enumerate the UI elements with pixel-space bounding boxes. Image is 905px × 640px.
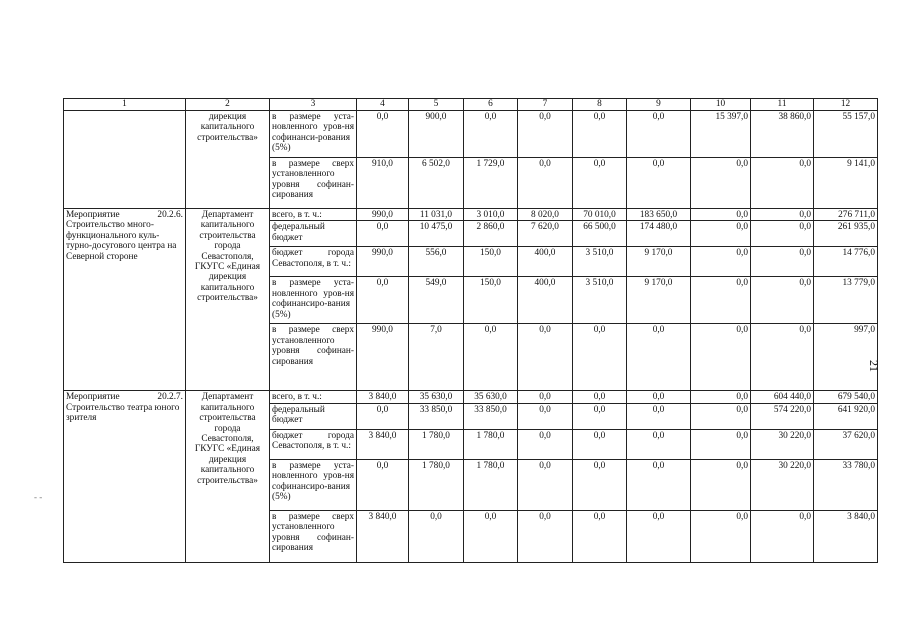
block-a [64, 209, 878, 391]
value-cell: 0,0 [573, 158, 627, 209]
value-cell: 3 840,0 [357, 391, 409, 403]
value-cell: 0,0 [518, 391, 573, 403]
funding-source-cell: бюджет города Севастополя, в т. ч.: [270, 247, 357, 277]
measure-name-cell [64, 111, 186, 209]
column-header: 6 [464, 99, 518, 111]
value-cell: 1 729,0 [464, 158, 518, 209]
margin-mark: - - [34, 492, 43, 502]
value-cell: 35 630,0 [464, 391, 518, 403]
value-cell: 0,0 [751, 158, 814, 209]
value-cell: 990,0 [357, 324, 409, 391]
column-header: 9 [627, 99, 691, 111]
measure-title: Строительство много-функционального куль-турно-досугового центра на Северной стороне [66, 220, 177, 262]
value-cell: 400,0 [518, 277, 573, 324]
value-cell: 2 860,0 [464, 221, 518, 247]
table-row [64, 111, 878, 158]
value-cell: 0,0 [573, 111, 627, 158]
column-header: 1 [64, 99, 186, 111]
table-row [64, 391, 878, 403]
value-cell: 174 480,0 [627, 221, 691, 247]
measure-name-cell [64, 209, 186, 391]
value-cell: 55 157,0 [814, 111, 878, 158]
value-cell: 3 840,0 [357, 510, 409, 562]
page-number: 21 [867, 360, 881, 372]
value-cell: 0,0 [691, 221, 751, 247]
value-cell: 0,0 [691, 391, 751, 403]
value-cell: 0,0 [751, 277, 814, 324]
value-cell: 0,0 [573, 391, 627, 403]
column-header: 4 [357, 99, 409, 111]
value-cell: 38 860,0 [751, 111, 814, 158]
value-cell: 0,0 [518, 324, 573, 391]
value-cell: 3 510,0 [573, 277, 627, 324]
column-header: 11 [751, 99, 814, 111]
value-cell: 0,0 [627, 429, 691, 459]
value-cell: 0,0 [518, 459, 573, 510]
funding-source-cell: в размере уста-новленного уров-ня софинансиро-вания (5%) [270, 459, 357, 510]
value-cell: 6 502,0 [409, 158, 464, 209]
value-cell: 66 500,0 [573, 221, 627, 247]
value-cell: 1 780,0 [464, 459, 518, 510]
value-cell: 0,0 [573, 510, 627, 562]
value-cell: 1 780,0 [409, 429, 464, 459]
value-cell: 0,0 [691, 277, 751, 324]
value-cell: 641 920,0 [814, 403, 878, 429]
measure-number: Мероприятие 20.2.7. [66, 392, 183, 403]
value-cell: 33 850,0 [409, 403, 464, 429]
value-cell: 150,0 [464, 277, 518, 324]
value-cell: 0,0 [751, 221, 814, 247]
column-header: 3 [270, 99, 357, 111]
value-cell: 15 397,0 [691, 111, 751, 158]
value-cell: 13 779,0 [814, 277, 878, 324]
column-header: 2 [186, 99, 270, 111]
value-cell: 3 840,0 [357, 429, 409, 459]
value-cell: 0,0 [751, 209, 814, 221]
value-cell: 604 440,0 [751, 391, 814, 403]
funding-source-cell: всего, в т. ч.: [270, 391, 357, 403]
value-cell: 990,0 [357, 247, 409, 277]
value-cell: 261 935,0 [814, 221, 878, 247]
executor-cell: дирекция капитального строительства» [186, 111, 270, 209]
measure-number: Мероприятие 20.2.6. [66, 210, 183, 220]
value-cell: 0,0 [518, 510, 573, 562]
value-cell: 0,0 [751, 324, 814, 391]
value-cell: 0,0 [518, 403, 573, 429]
measure-name-cell [64, 391, 186, 562]
value-cell: 0,0 [357, 221, 409, 247]
value-cell: 0,0 [464, 111, 518, 158]
value-cell: 400,0 [518, 247, 573, 277]
value-cell: 183 650,0 [627, 209, 691, 221]
value-cell: 8 020,0 [518, 209, 573, 221]
value-cell: 0,0 [691, 158, 751, 209]
funding-source-cell: всего, в т. ч.: [270, 209, 357, 221]
value-cell: 0,0 [627, 158, 691, 209]
value-cell: 0,0 [573, 459, 627, 510]
funding-source-cell: бюджет города Севастополя, в т. ч.: [270, 429, 357, 459]
value-cell: 0,0 [627, 391, 691, 403]
value-cell: 3 010,0 [464, 209, 518, 221]
value-cell: 0,0 [573, 429, 627, 459]
value-cell: 0,0 [573, 324, 627, 391]
block-top [64, 111, 878, 209]
value-cell: 0,0 [357, 277, 409, 324]
value-cell: 0,0 [691, 324, 751, 391]
value-cell: 997,0 [814, 324, 878, 391]
value-cell: 3 840,0 [814, 510, 878, 562]
column-header: 8 [573, 99, 627, 111]
value-cell: 276 711,0 [814, 209, 878, 221]
value-cell: 37 620,0 [814, 429, 878, 459]
budget-table [63, 98, 878, 563]
value-cell: 679 540,0 [814, 391, 878, 403]
value-cell: 0,0 [464, 510, 518, 562]
value-cell: 0,0 [691, 459, 751, 510]
value-cell: 990,0 [357, 209, 409, 221]
funding-source-cell: в размере уста-новленного уров-ня софинансиро-вания (5%) [270, 277, 357, 324]
executor-cell: Департамент капитального строительства города Севастополя, ГКУГС «Единая дирекция капитального строительства» [186, 391, 270, 562]
funding-source-cell: в размере сверх установленного уровня софинан-сирования [270, 324, 357, 391]
value-cell: 0,0 [409, 510, 464, 562]
column-header: 10 [691, 99, 751, 111]
value-cell: 14 776,0 [814, 247, 878, 277]
funding-source-cell: в размере сверх установленного уровня софинан-сирования [270, 510, 357, 562]
value-cell: 9 141,0 [814, 158, 878, 209]
value-cell: 900,0 [409, 111, 464, 158]
value-cell: 0,0 [751, 510, 814, 562]
value-cell: 10 475,0 [409, 221, 464, 247]
value-cell: 11 031,0 [409, 209, 464, 221]
value-cell: 0,0 [573, 403, 627, 429]
value-cell: 556,0 [409, 247, 464, 277]
column-header: 7 [518, 99, 573, 111]
value-cell: 35 630,0 [409, 391, 464, 403]
column-number-row [64, 99, 878, 111]
value-cell: 0,0 [357, 459, 409, 510]
value-cell: 0,0 [691, 429, 751, 459]
value-cell: 1 780,0 [464, 429, 518, 459]
funding-source-cell: федеральный бюджет [270, 221, 357, 247]
value-cell: 33 850,0 [464, 403, 518, 429]
funding-source-cell: федеральный бюджет [270, 403, 357, 429]
value-cell: 0,0 [357, 403, 409, 429]
value-cell: 7,0 [409, 324, 464, 391]
value-cell: 0,0 [518, 111, 573, 158]
column-header: 12 [814, 99, 878, 111]
value-cell: 0,0 [627, 459, 691, 510]
value-cell: 0,0 [691, 247, 751, 277]
value-cell: 0,0 [627, 403, 691, 429]
value-cell: 30 220,0 [751, 429, 814, 459]
value-cell: 70 010,0 [573, 209, 627, 221]
executor-cell: Департамент капитального строительства города Севастополя, ГКУГС «Единая дирекция капитального строительства» [186, 209, 270, 391]
value-cell: 574 220,0 [751, 403, 814, 429]
value-cell: 150,0 [464, 247, 518, 277]
value-cell: 3 510,0 [573, 247, 627, 277]
value-cell: 0,0 [691, 510, 751, 562]
funding-source-cell: в размере сверх установленного уровня софинан-сирования [270, 158, 357, 209]
value-cell: 0,0 [751, 247, 814, 277]
value-cell: 7 620,0 [518, 221, 573, 247]
value-cell: 1 780,0 [409, 459, 464, 510]
value-cell: 549,0 [409, 277, 464, 324]
block-b [64, 391, 878, 562]
value-cell: 9 170,0 [627, 247, 691, 277]
table-row [64, 209, 878, 221]
value-cell: 0,0 [464, 324, 518, 391]
value-cell: 9 170,0 [627, 277, 691, 324]
value-cell: 910,0 [357, 158, 409, 209]
value-cell: 0,0 [518, 429, 573, 459]
value-cell: 0,0 [627, 111, 691, 158]
funding-source-cell: в размере уста-новленного уров-ня софинанси-рования (5%) [270, 111, 357, 158]
value-cell: 0,0 [518, 158, 573, 209]
measure-title: Строительство театра юного зрителя [66, 402, 180, 424]
value-cell: 0,0 [357, 111, 409, 158]
value-cell: 0,0 [627, 510, 691, 562]
value-cell: 30 220,0 [751, 459, 814, 510]
column-header: 5 [409, 99, 464, 111]
value-cell: 0,0 [627, 324, 691, 391]
value-cell: 0,0 [691, 209, 751, 221]
value-cell: 33 780,0 [814, 459, 878, 510]
value-cell: 0,0 [691, 403, 751, 429]
